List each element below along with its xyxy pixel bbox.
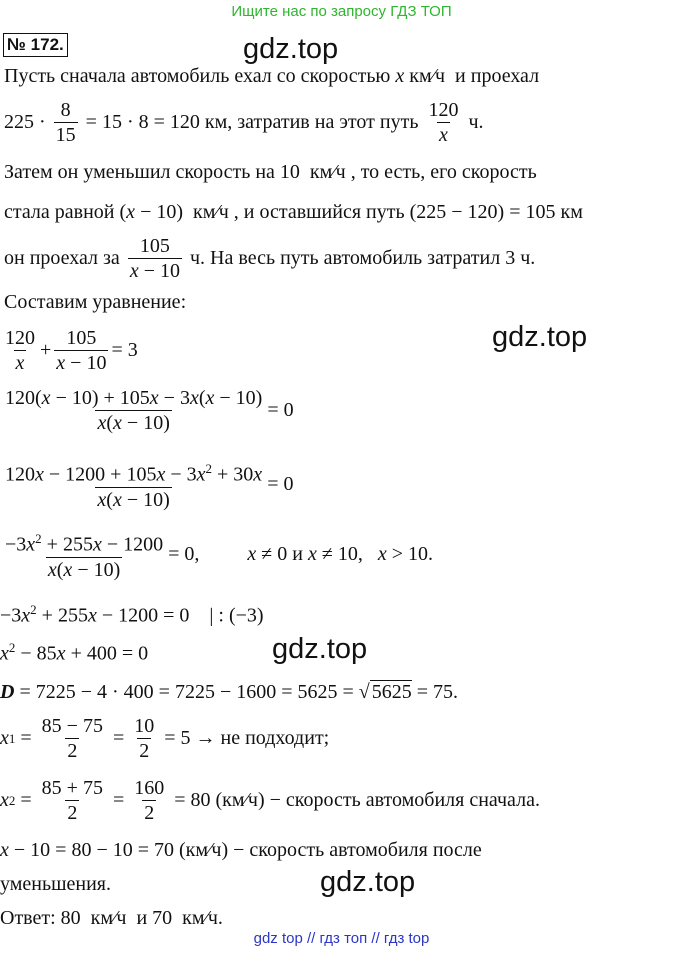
problem-number-badge: № 172. xyxy=(3,33,68,57)
watermark: gdz.top xyxy=(243,33,339,65)
watermark: gdz.top xyxy=(272,633,368,665)
equation-3: $\frac{120x - 1200 + 105x - 3x^2 + 30x}{x(x - 10)}$ = 0 xyxy=(0,457,293,512)
text-line-1: Пусть сначала автомобиль ехал со скоростью x км⁄ч и проехал xyxy=(4,65,540,87)
equation-4: $\frac{-3x^2 + 255x - 1200}{x(x - 10)}$ = 0, x ≠ 0 и x ≠ 10, x > 10. xyxy=(0,527,433,582)
square-root: 5625 xyxy=(371,681,412,703)
fraction: $\frac{105}{x - 10}$ xyxy=(129,235,180,282)
fraction: $\frac{8}{15}$ xyxy=(55,99,76,146)
equation-1: $\frac{120}{x}$ + $\frac{105}{x - 10}$ = 3 xyxy=(5,327,138,374)
text-line-4: стала равной (x − 10) км⁄ч , и оставшийся путь (225 − 120) = 105 км xyxy=(4,201,583,223)
equation-x1: x 1 = $\frac{85 - 75}{2}$ = $\frac{10}{2}$ = 5 → не подходит; xyxy=(0,715,330,762)
fraction: $\frac{105}{x - 10}$ xyxy=(56,327,107,374)
equation-x2: x 2 = $\frac{85 + 75}{2}$ = $\frac{160}{2}$ = 80 (км⁄ч) − скорость автомобиля сначала. xyxy=(0,777,540,824)
text-line-5: он проехал за $\frac{105}{x - 10}$ ч. На весь путь автомобиль затратил 3 ч. xyxy=(4,235,536,282)
text-line-reduction: уменьшения. xyxy=(0,873,111,895)
fraction: $\frac{10}{2}$ xyxy=(134,715,155,762)
footer-banner: gdz top // гдз топ // гдз top xyxy=(253,930,430,947)
equation-6: $x^2 - 85x + 400 = 0$ xyxy=(0,640,149,665)
header-banner: Ищите нас по запросу ГДЗ ТОП xyxy=(231,3,452,20)
equation-2: $\frac{120(x - 10) + 105x - 3x(x - 10)}{x(x - 10)}$ = 0 xyxy=(5,387,294,434)
text-line-3: Затем он уменьшил скорость на 10 км⁄ч , то есть, его скорость xyxy=(4,161,537,183)
answer-line: Ответ: 80 км⁄ч и 70 км⁄ч. xyxy=(0,907,223,929)
fraction: $\frac{85 + 75}{2}$ xyxy=(41,777,103,824)
watermark: gdz.top xyxy=(492,321,588,353)
fraction: $\frac{160}{2}$ xyxy=(134,777,165,824)
equation-5: $-3x^2 + 255x - 1200 = 0$ | : (−3) xyxy=(0,602,264,627)
fraction: $\frac{120}{x}$ xyxy=(428,99,459,146)
fraction: $\frac{85 - 75}{2}$ xyxy=(41,715,103,762)
fraction: $\frac{120(x - 10) + 105x - 3x(x - 10)}{x(x - 10)}$ xyxy=(5,387,263,434)
equation-discriminant: D = 7225 − 4 · 400 = 7225 − 1600 = 5625 = √ 5625 = 75. xyxy=(0,681,459,703)
watermark: gdz.top xyxy=(320,866,416,898)
text-line-2: 225 · $\frac{8}{15}$ = 15 · 8 = 120 км, затратив на этот путь $\frac{120}{x}$ ч. xyxy=(4,99,484,146)
text-line-6: Составим уравнение: xyxy=(4,291,187,313)
fraction: $\frac{120}{x}$ xyxy=(5,327,35,374)
text-line-speed-after: x − 10 = 80 − 10 = 70 (км⁄ч) − скорость автомобиля после xyxy=(0,839,482,861)
fraction: $\frac{-3x^2 + 255x - 1200}{x(x - 10)}$ xyxy=(5,531,164,581)
fraction: $\frac{120x - 1200 + 105x - 3x^2 + 30x}{x(x - 10)}$ xyxy=(5,461,263,511)
